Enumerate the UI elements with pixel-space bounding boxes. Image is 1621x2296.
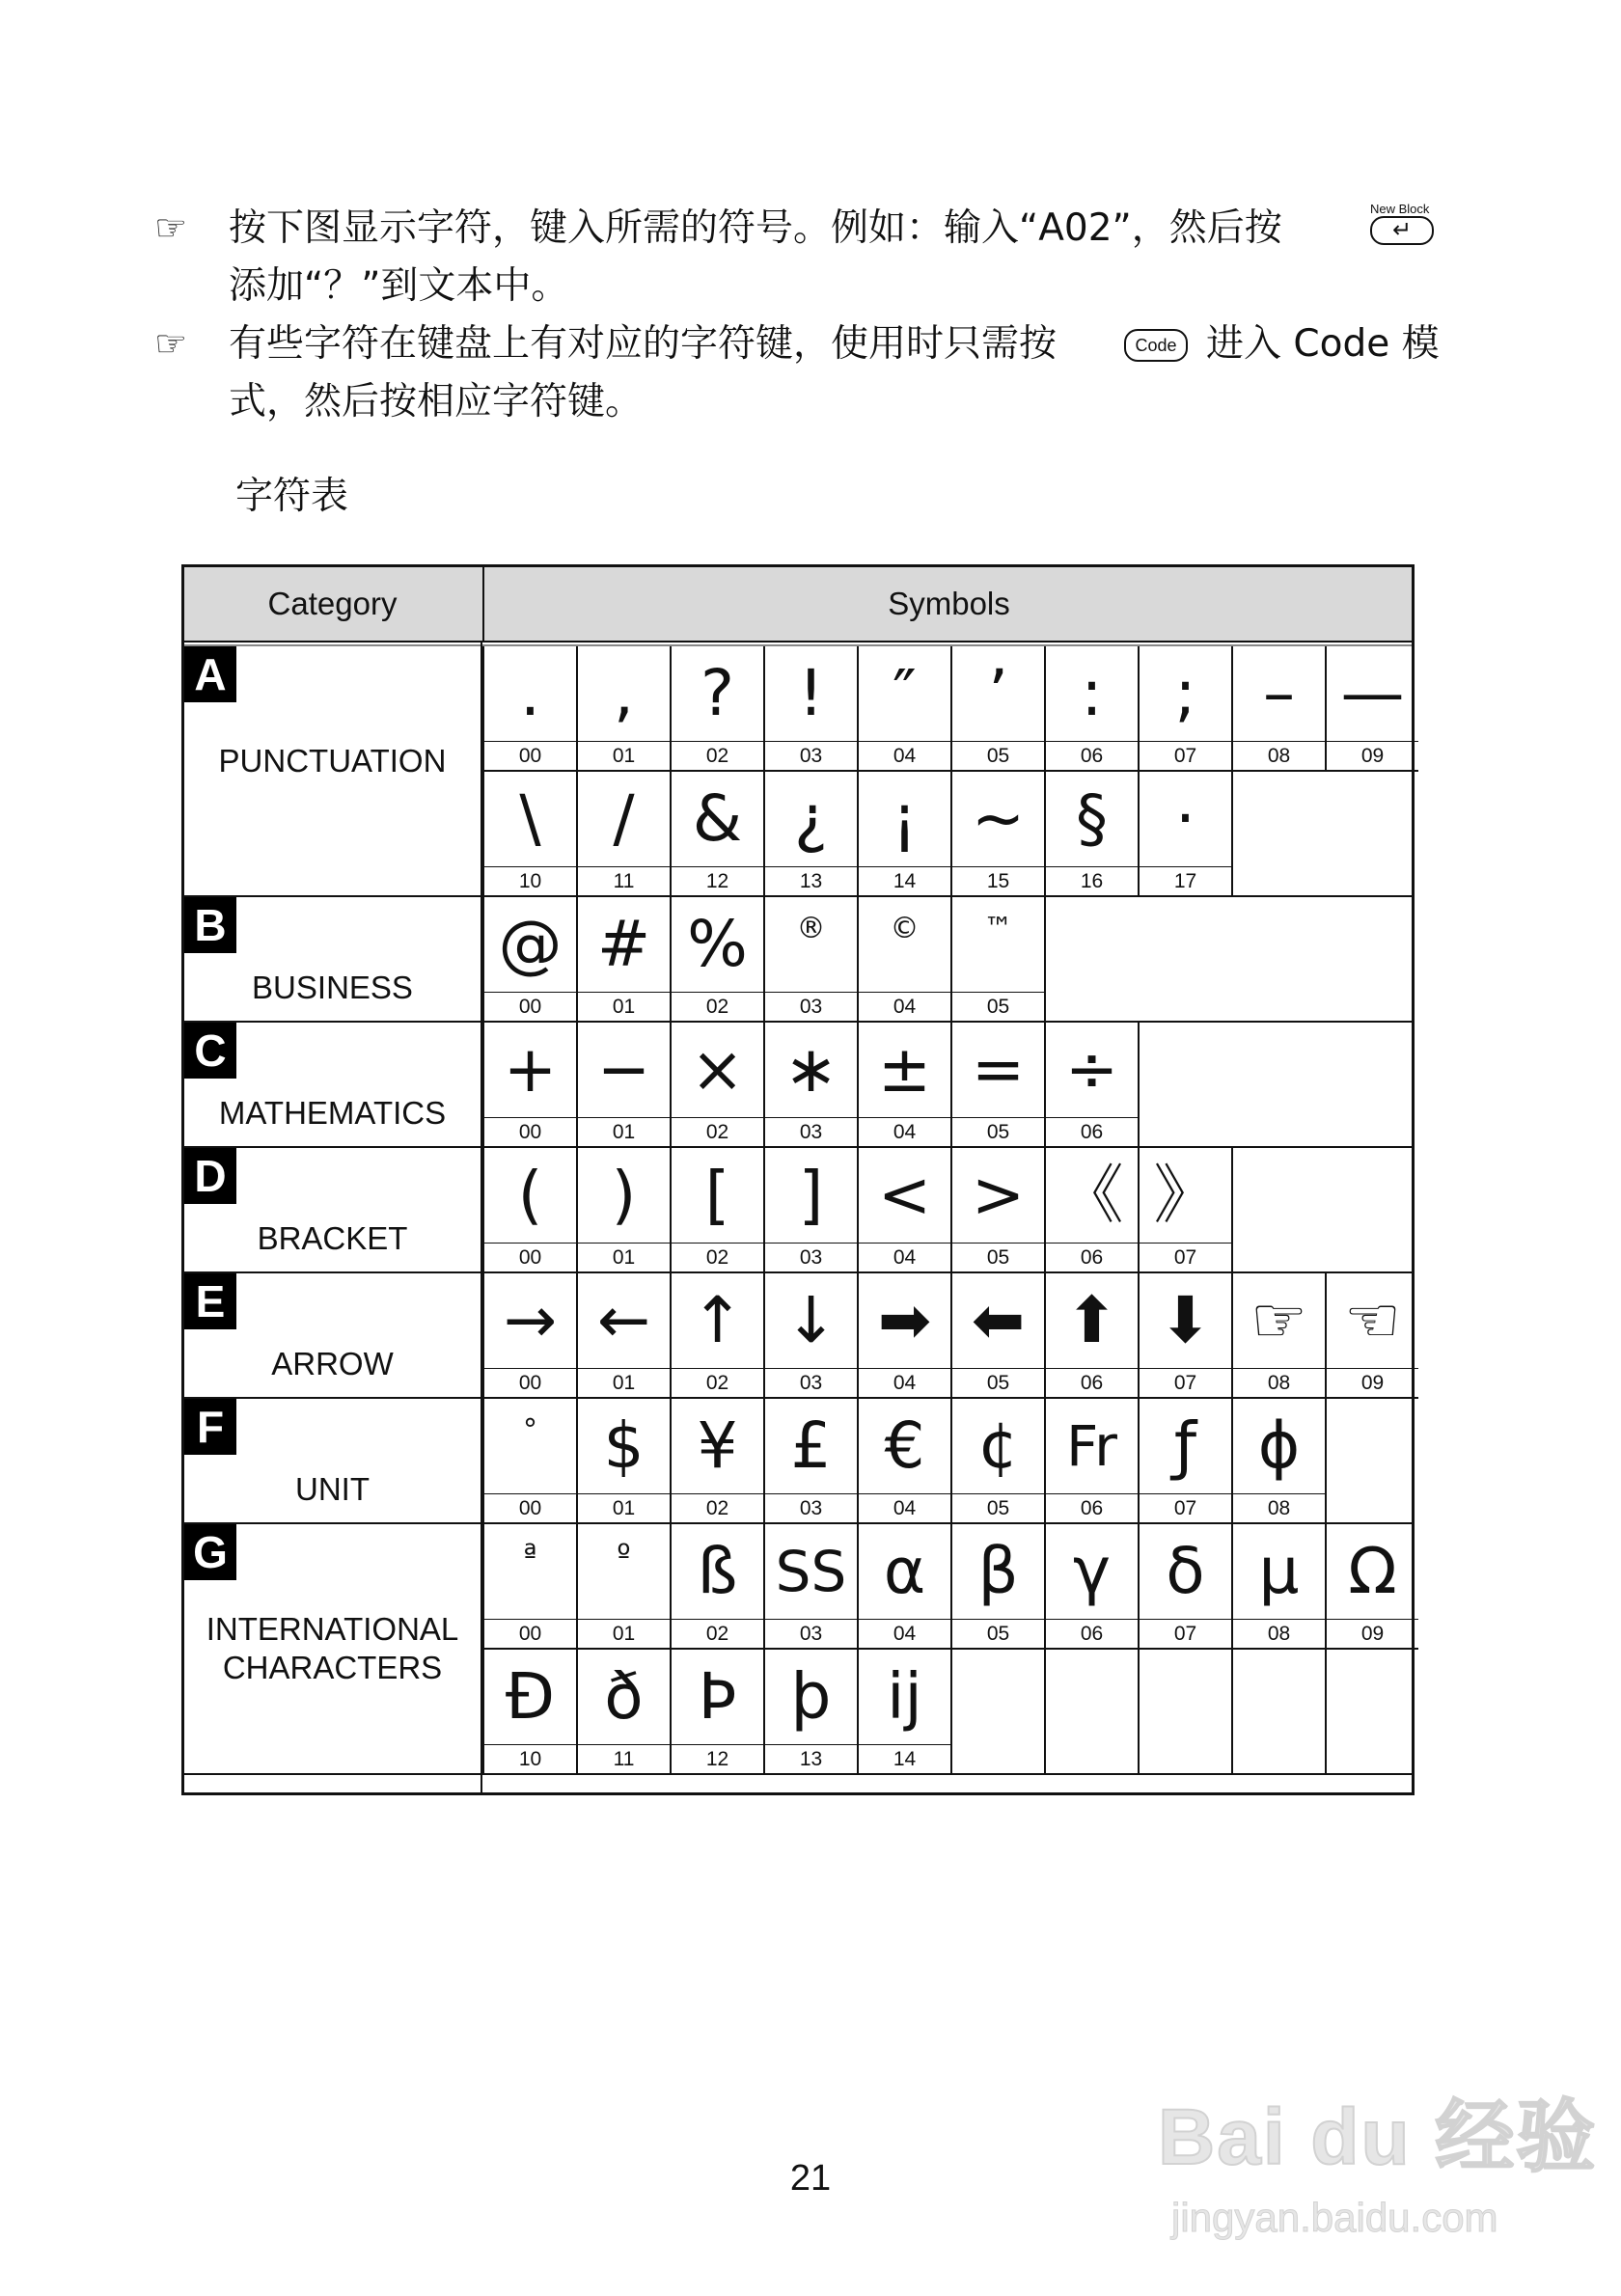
symbol-glyph: \ [519, 780, 541, 856]
symbol-cell [857, 772, 950, 897]
symbol-cell [950, 1273, 1044, 1399]
symbol-code: 07 [1140, 741, 1231, 771]
symbol-glyph: Ω [1348, 1533, 1397, 1608]
symbol-glyph: ƒ [1173, 1408, 1197, 1483]
symbol-cell [1138, 772, 1231, 897]
symbol-glyph: < [877, 1157, 932, 1232]
category-letter: B [184, 897, 236, 953]
symbol-cell [482, 1524, 576, 1650]
watermark-url: jingyan.baidu.com [1171, 2195, 1498, 2240]
symbol-code: 02 [672, 992, 763, 1022]
symbol-code: 07 [1140, 1243, 1231, 1272]
empty-area [1231, 772, 1412, 897]
symbol-cell [857, 1148, 950, 1273]
symbol-glyph: € [884, 1408, 925, 1483]
symbol-code: 04 [859, 1243, 950, 1272]
symbol-code: 06 [1046, 741, 1138, 771]
symbol-code: 10 [484, 866, 576, 896]
symbol-code: 16 [1046, 866, 1138, 896]
symbol-glyph: . [520, 655, 540, 730]
category-letter: C [184, 1023, 236, 1079]
symbol-glyph: ª [523, 1539, 537, 1572]
symbol-glyph: ~ [971, 780, 1026, 856]
category-d [184, 1148, 481, 1273]
symbol-glyph: − [596, 1031, 651, 1107]
symbol-glyph: SS [775, 1538, 847, 1604]
symbol-cell [670, 772, 763, 897]
symbol-code: 07 [1140, 1493, 1231, 1523]
empty-cell [1138, 1650, 1231, 1775]
symbol-glyph: ∗ [783, 1031, 838, 1107]
symbol-code: 01 [578, 741, 670, 771]
symbol-glyph: γ [1072, 1533, 1112, 1608]
symbol-cell [857, 646, 950, 772]
symbol-glyph: $ [603, 1408, 645, 1483]
symbol-cell [1138, 1524, 1231, 1650]
symbol-code: 03 [765, 1368, 857, 1398]
header-symbols: Symbols [482, 567, 1414, 641]
symbol-cell [482, 897, 576, 1023]
symbol-cell [1044, 1524, 1138, 1650]
symbol-glyph: [ [704, 1157, 730, 1232]
symbol-cell [1138, 1148, 1231, 1273]
symbol-glyph: > [971, 1157, 1026, 1232]
symbol-code: 15 [952, 866, 1044, 896]
symbol-code: 05 [952, 741, 1044, 771]
symbol-cell [482, 1148, 576, 1273]
symbol-glyph: ⬇ [1158, 1282, 1213, 1357]
empty-area [1044, 897, 1412, 1023]
symbol-code: 02 [672, 1117, 763, 1147]
symbol-glyph: μ [1258, 1533, 1300, 1608]
symbol-glyph: Þ [698, 1658, 737, 1734]
symbol-code: 03 [765, 1243, 857, 1272]
symbol-cell [576, 897, 670, 1023]
symbol-glyph: © [890, 912, 920, 945]
symbol-glyph: ¿ [793, 780, 829, 856]
symbol-code: 03 [765, 992, 857, 1022]
symbol-glyph: ↑ [690, 1282, 745, 1357]
symbol-cell [1044, 1399, 1138, 1524]
symbol-glyph: ″ [893, 655, 917, 730]
symbol-code: 06 [1046, 1368, 1138, 1398]
symbol-cell [576, 1524, 670, 1650]
symbol-glyph: ϕ [1257, 1408, 1301, 1483]
symbol-code: 00 [484, 1619, 576, 1649]
code-key-icon: Code [1124, 329, 1188, 362]
symbol-cell [1044, 1023, 1138, 1148]
symbol-code: 02 [672, 741, 763, 771]
symbol-cell [576, 1273, 670, 1399]
symbol-glyph: = [971, 1031, 1026, 1107]
symbol-cell [857, 1273, 950, 1399]
hand-pointer-icon: ☞ [154, 322, 188, 365]
symbol-glyph: , [614, 655, 634, 730]
symbol-code: 02 [672, 1368, 763, 1398]
symbol-code: 05 [952, 992, 1044, 1022]
symbol-cell [576, 1148, 670, 1273]
symbol-cell [576, 1023, 670, 1148]
category-name-1: INTERNATIONAL [206, 1611, 459, 1647]
symbol-code: 05 [952, 1619, 1044, 1649]
symbol-glyph: β [977, 1533, 1019, 1608]
symbol-code: 13 [765, 866, 857, 896]
symbol-cell [670, 1650, 763, 1775]
symbol-glyph: ] [798, 1157, 824, 1232]
symbol-cell [763, 1650, 857, 1775]
symbol-cell [763, 646, 857, 772]
symbol-cell [482, 1273, 576, 1399]
watermark-brand: Bai du 经验 [1158, 2093, 1598, 2181]
symbol-cell [670, 646, 763, 772]
empty-cell [1044, 1650, 1138, 1775]
symbol-glyph: £ [790, 1408, 832, 1483]
symbol-cell [670, 897, 763, 1023]
symbol-glyph: ) [611, 1157, 637, 1232]
symbol-glyph: # [596, 906, 651, 981]
symbol-code: 04 [859, 1368, 950, 1398]
symbol-cell [1231, 1399, 1325, 1524]
symbol-code: 04 [859, 1117, 950, 1147]
symbol-cell [1044, 646, 1138, 772]
symbol-code: 09 [1327, 1368, 1418, 1398]
symbol-glyph: @ [498, 906, 563, 981]
empty-area [1138, 1023, 1412, 1148]
symbol-code: 00 [484, 1493, 576, 1523]
symbol-glyph: — [1340, 655, 1405, 730]
symbol-code: 07 [1140, 1368, 1231, 1398]
symbol-cell [1231, 1524, 1325, 1650]
symbol-code: 07 [1140, 1619, 1231, 1649]
symbol-code: 03 [765, 1493, 857, 1523]
symbol-code: 03 [765, 1619, 857, 1649]
symbol-glyph: ( [517, 1157, 543, 1232]
symbol-glyph: ĳ [887, 1658, 922, 1734]
symbol-code: 08 [1233, 1368, 1325, 1398]
symbol-code: 00 [484, 1117, 576, 1147]
symbol-code: 05 [952, 1117, 1044, 1147]
symbol-cell [1231, 1273, 1325, 1399]
symbol-cell [1044, 1148, 1138, 1273]
symbol-cell [950, 772, 1044, 897]
symbol-cell [763, 1023, 857, 1148]
symbol-glyph: ↓ [783, 1282, 838, 1357]
symbol-cell [857, 1650, 950, 1775]
symbol-glyph: % [687, 906, 748, 981]
symbol-code: 04 [859, 1619, 950, 1649]
empty-cell [1231, 1650, 1325, 1775]
symbol-cell [576, 1650, 670, 1775]
symbol-cell [950, 1399, 1044, 1524]
symbol-code: 05 [952, 1368, 1044, 1398]
symbol-code: 14 [859, 866, 950, 896]
category-a [184, 646, 481, 897]
symbol-glyph: · [1175, 780, 1195, 856]
symbol-code: 01 [578, 992, 670, 1022]
symbol-cell [482, 1399, 576, 1524]
symbol-cell [857, 1399, 950, 1524]
symbol-code: 01 [578, 1368, 670, 1398]
symbol-cell [950, 646, 1044, 772]
instruction-line-3b: 进入 Code 模 [1206, 322, 1440, 366]
symbol-glyph: 《 [1059, 1157, 1124, 1232]
symbol-glyph: ¡ [892, 780, 918, 856]
empty-cell [1325, 1650, 1412, 1775]
symbol-glyph: α [883, 1533, 926, 1608]
symbol-glyph: ß [697, 1533, 738, 1608]
symbol-glyph: ð [604, 1658, 644, 1734]
symbol-code: 06 [1046, 1619, 1138, 1649]
table-subtitle: 字符表 [235, 475, 349, 518]
symbol-glyph: þ [790, 1658, 832, 1734]
instruction-line-2: 添加“？”到文本中。 [229, 264, 569, 308]
symbol-code: 01 [578, 1117, 670, 1147]
symbol-code: 04 [859, 1493, 950, 1523]
category-e [184, 1273, 481, 1399]
symbol-glyph: : [1081, 655, 1103, 730]
symbol-cell [1325, 646, 1418, 772]
symbol-glyph: ? [700, 655, 735, 730]
instruction-line-4: 式，然后按相应字符键。 [229, 380, 644, 424]
symbol-code: 09 [1327, 741, 1418, 771]
symbol-cell [482, 1650, 576, 1775]
symbol-code: 08 [1233, 1619, 1325, 1649]
symbol-code: 03 [765, 741, 857, 771]
symbol-code: 00 [484, 1243, 576, 1272]
symbol-glyph: ° [523, 1413, 537, 1447]
symbol-code: 04 [859, 741, 950, 771]
symbol-code: 00 [484, 992, 576, 1022]
symbol-cell [1138, 1399, 1231, 1524]
symbol-cell [950, 897, 1044, 1023]
category-letter: G [184, 1524, 236, 1580]
symbol-cell [950, 1023, 1044, 1148]
symbol-glyph: ☞ [1250, 1282, 1308, 1357]
symbol-code: 05 [952, 1243, 1044, 1272]
symbol-glyph: ⬅ [971, 1282, 1026, 1357]
symbol-code: 09 [1327, 1619, 1418, 1649]
symbol-cell [950, 1524, 1044, 1650]
symbol-glyph: & [692, 780, 743, 856]
symbol-cell [1138, 1273, 1231, 1399]
symbol-cell [1325, 1524, 1418, 1650]
symbol-code: 01 [578, 1493, 670, 1523]
symbol-code: 11 [578, 1744, 670, 1774]
empty-area [1231, 1148, 1412, 1273]
symbol-cell [763, 1148, 857, 1273]
category-name-2: CHARACTERS [222, 1650, 443, 1685]
category-letter: F [184, 1399, 236, 1455]
symbol-code: 12 [672, 1744, 763, 1774]
symbol-code: 02 [672, 1493, 763, 1523]
symbol-cell [857, 1023, 950, 1148]
symbol-cell [482, 1023, 576, 1148]
category-letter: E [184, 1273, 236, 1329]
symbol-cell [576, 772, 670, 897]
category-letter: D [184, 1148, 236, 1204]
table-header [184, 567, 1412, 642]
symbol-code: 06 [1046, 1243, 1138, 1272]
symbol-glyph: ➡ [877, 1282, 932, 1357]
symbol-cell [482, 772, 576, 897]
symbol-code: 10 [484, 1744, 576, 1774]
category-f [184, 1399, 481, 1524]
symbol-code: 08 [1233, 1493, 1325, 1523]
category-name: ARROW [271, 1346, 394, 1381]
symbol-glyph: Đ [505, 1658, 556, 1734]
symbol-cell [670, 1399, 763, 1524]
symbol-glyph: ! [798, 655, 824, 730]
symbol-cell [670, 1273, 763, 1399]
category-g [184, 1524, 481, 1775]
character-table [181, 564, 1415, 1795]
symbol-glyph: × [690, 1031, 745, 1107]
page-number: 21 [789, 2158, 832, 2199]
symbol-cell [1044, 1273, 1138, 1399]
header-category: Category [267, 586, 398, 621]
empty-cell [950, 1650, 1044, 1775]
instruction-line-1: 按下图显示字符，键入所需的符号。例如：输入“A02”，然后按 [229, 206, 1282, 250]
symbol-glyph: ← [596, 1282, 651, 1357]
symbol-glyph: Fr [1066, 1412, 1117, 1479]
symbol-cell [670, 1524, 763, 1650]
symbol-cell [1231, 646, 1325, 772]
symbol-cell [950, 1148, 1044, 1273]
category-c [184, 1023, 481, 1148]
symbol-cell [1044, 772, 1138, 897]
new-block-key-label: New Block [1370, 202, 1430, 216]
symbol-glyph: → [503, 1282, 558, 1357]
symbol-cell [482, 646, 576, 772]
symbol-code: 00 [484, 741, 576, 771]
symbol-glyph: ® [796, 912, 826, 945]
symbol-cell [1325, 1273, 1418, 1399]
symbol-glyph: ; [1174, 655, 1196, 730]
category-name: BRACKET [257, 1220, 408, 1256]
category-name: UNIT [295, 1471, 370, 1507]
symbol-cell [670, 1023, 763, 1148]
symbol-glyph: ÷ [1064, 1031, 1119, 1107]
enter-key-icon: ↵ [1370, 216, 1434, 245]
symbol-glyph: 》 [1153, 1157, 1218, 1232]
symbol-glyph: ☜ [1343, 1282, 1402, 1357]
category-letter: A [184, 646, 236, 702]
symbol-cell [670, 1148, 763, 1273]
symbol-cell [763, 1399, 857, 1524]
symbol-cell [763, 897, 857, 1023]
symbol-glyph: ± [877, 1031, 932, 1107]
symbol-cell [763, 772, 857, 897]
instruction-line-3a: 有些字符在键盘上有对应的字符键，使用时只需按 [229, 322, 1058, 366]
category-b [184, 897, 481, 1023]
symbol-code: 12 [672, 866, 763, 896]
symbol-glyph: ⬆ [1064, 1282, 1119, 1357]
symbol-code: 05 [952, 1493, 1044, 1523]
symbol-glyph: ¢ [977, 1408, 1019, 1483]
symbol-cell [576, 1399, 670, 1524]
hand-pointer-icon: ☞ [154, 206, 188, 249]
category-name: PUNCTUATION [218, 743, 447, 779]
symbol-cell [763, 1524, 857, 1650]
symbol-glyph: δ [1166, 1533, 1205, 1608]
symbol-code: 13 [765, 1744, 857, 1774]
category-name: BUSINESS [252, 970, 413, 1005]
symbol-cell [1138, 646, 1231, 772]
symbol-code: 14 [859, 1744, 950, 1774]
symbol-code: 06 [1046, 1493, 1138, 1523]
symbol-cell [763, 1273, 857, 1399]
category-name: MATHEMATICS [218, 1095, 447, 1131]
symbol-cell [576, 646, 670, 772]
symbol-code: 02 [672, 1619, 763, 1649]
symbol-code: 06 [1046, 1117, 1138, 1147]
symbol-code: 01 [578, 1243, 670, 1272]
symbol-glyph: – [1263, 655, 1295, 730]
symbol-glyph: º [617, 1539, 631, 1572]
symbol-glyph: ™ [983, 912, 1013, 945]
symbol-code: 02 [672, 1243, 763, 1272]
symbol-code: 01 [578, 1619, 670, 1649]
symbol-glyph: ¥ [697, 1408, 738, 1483]
symbol-cell [857, 1524, 950, 1650]
symbol-glyph: ’ [988, 655, 1008, 730]
symbol-code: 03 [765, 1117, 857, 1147]
symbol-cell [857, 897, 950, 1023]
symbol-code: 08 [1233, 741, 1325, 771]
symbol-glyph: + [503, 1031, 558, 1107]
symbol-code: 00 [484, 1368, 576, 1398]
symbol-code: 04 [859, 992, 950, 1022]
symbol-glyph: § [1076, 780, 1108, 856]
symbol-code: 17 [1140, 866, 1231, 896]
empty-area [1325, 1399, 1412, 1524]
symbol-glyph: / [613, 780, 635, 856]
symbol-code: 11 [578, 866, 670, 896]
